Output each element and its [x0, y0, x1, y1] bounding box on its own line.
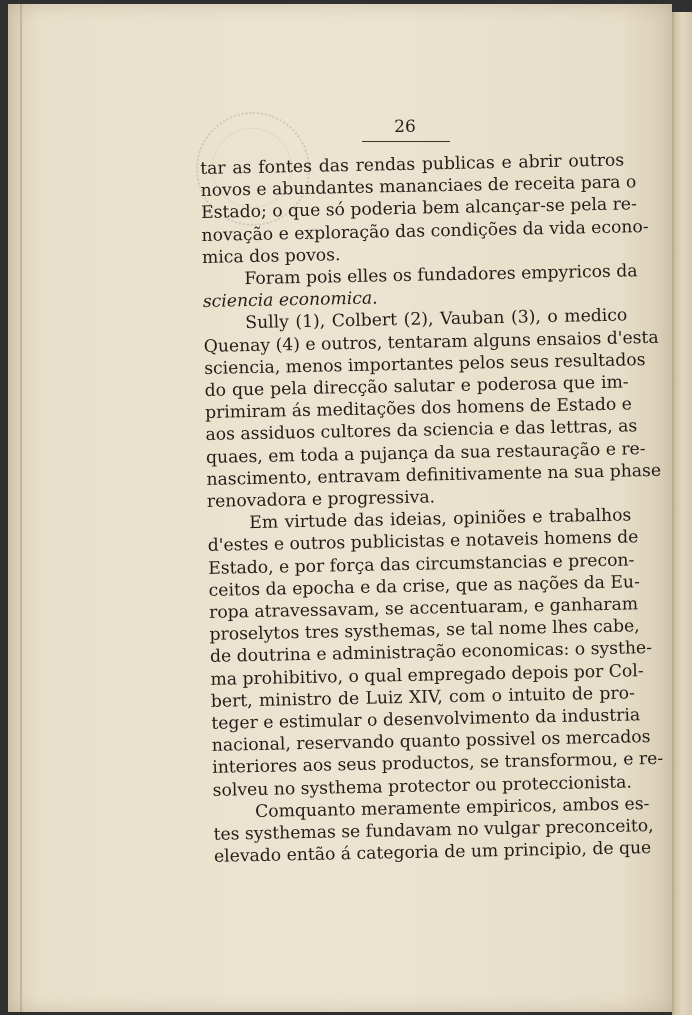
text-line: tes systhemas se fundavam no vulgar preconceito,	[213, 816, 654, 845]
text-line: bert, ministro de Luiz XIV, com o intuito de pro-	[210, 683, 636, 712]
text-line: aos assiduos cultores da sciencia e das lettras, as	[205, 416, 638, 446]
text-line: proselytos tres systhemas, se tal nome lhes cabe,	[209, 616, 640, 646]
text-line: teger e estimular o desenvolvimento da industria	[211, 705, 641, 734]
text-line: renovadora e progressiva.	[206, 487, 436, 512]
text-line: sciencia economica.	[202, 288, 378, 313]
text-line: Foram pois elles os fundadores empyricos da	[244, 261, 638, 290]
text-line: nacional, reservando quanto possivel os mercados	[211, 727, 651, 757]
text-line: Estado, e por força das circumstancias e precon-	[208, 550, 635, 579]
text-line: nascimento, entravam definitivamente na sua phase	[206, 460, 662, 490]
text-line: d'estes e outros publicistas e notaveis homens de	[207, 527, 639, 557]
text-line: elevado então á categoria de um principio, de que	[213, 838, 652, 868]
text-line: interiores aos seus productos, se transformou, e re-	[212, 749, 664, 779]
text-line: sciencia, menos importantes pelos seus resultados	[204, 349, 646, 379]
text-line: do que pela direcção salutar e poderosa que im-	[204, 372, 629, 401]
text-line: Estado; o que só poderia bem alcançar-se pela re-	[200, 194, 638, 224]
next-page-edge	[672, 12, 692, 1015]
text-line: quaes, em toda a pujança da sua restauração e re-	[205, 438, 646, 468]
text-line: mica dos povos.	[201, 245, 341, 268]
text-line: Em virtude das ideias, opiniões e trabalhos	[249, 505, 632, 534]
text-line: Sully (1), Colbert (2), Vauban (3), o medico	[245, 305, 628, 334]
text-line: Comquanto meramente empiricos, ambos es-	[254, 794, 650, 822]
page-fold	[20, 4, 22, 1012]
text-line: tar as fontes das rendas publicas e abrir outros	[200, 150, 625, 179]
text-line: ma prohibitivo, o qual empregado depois por Col-	[210, 660, 644, 690]
text-line: Quenay (4) e outros, tentaram alguns ensaios d'esta	[203, 327, 659, 357]
text-line: novos e abundantes mananciaes de receita para o	[200, 172, 637, 202]
text-line: solveu no systhema protector ou proteccionista.	[212, 772, 633, 801]
header-rule	[362, 141, 450, 142]
page-number: 26	[394, 117, 416, 137]
text-line: primiram ás meditações dos homens de Estado e	[204, 394, 633, 424]
text-line: ceitos da epocha e da crise, que as nações da Eu-	[208, 572, 641, 601]
text-line: ropa atravessavam, se accentuaram, e ganharam	[208, 594, 639, 623]
body-text	[200, 149, 664, 868]
text-line: novação e exploração das condições da vida econo-	[201, 216, 649, 246]
text-line: de doutrina e administração economicas: o systhe-	[209, 638, 653, 668]
